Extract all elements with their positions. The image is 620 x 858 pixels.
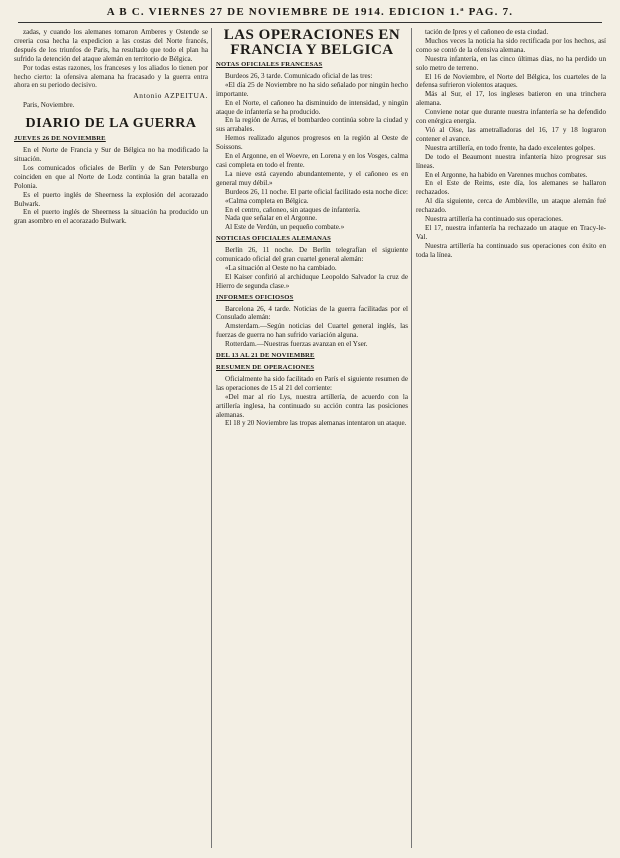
section-title: DIARIO DE LA GUERRA <box>25 116 197 132</box>
section-date: JUEVES 26 DE NOVIEMBRE <box>14 135 106 143</box>
article-paragraph: Oficialmente ha sido facilitado en París el siguiente resumen de las operaciones de 15 al 21 del corriente: <box>216 374 408 392</box>
article-paragraph: En el Norte de Francia y Sur de Bélgica no ha modificado la situación. <box>14 146 208 163</box>
article-paragraph: En la región de Arras, el bombardeo continúa sobre la ciudad y sus arrabales. <box>216 116 408 134</box>
column-rule-1 <box>211 28 212 848</box>
article-paragraph: Más al Sur, el 17, los ingleses batieron en una trinchera alemana. <box>416 90 606 108</box>
article-paragraph: tación de Ipres y el cañoneo de esta ciudad. <box>425 28 549 36</box>
column-3 <box>416 28 606 848</box>
article-paragraph: Hemos realizado algunos progresos en la región al Oeste de Soissons. <box>216 134 408 152</box>
article-paragraph: zadas, y cuando los alemanes tomaron Amberes y Ostende se creeria cosa hecha la expedicion a las costas del Norte francés, después de los triunfos de Paris, ha resultado que todo el plan ha sufrido la detención del ataque alemán en territorio de Bélgica. <box>14 28 208 63</box>
article-paragraph: Nada que señalar en el Argonne. <box>225 214 318 223</box>
article-paragraph: En el Argonne, ha habido en Varennes muchos combates. <box>425 170 588 179</box>
article-paragraph: El 17, nuestra infantería ha rechazado un ataque en Tracy-le-Val. <box>416 223 606 241</box>
column-rule-2 <box>411 28 412 848</box>
article-paragraph: Rotterdam.—Nuestras fuerzas avanzan en el Yser. <box>225 340 368 349</box>
article-paragraph: La nieve está cayendo abundantemente, y el cañoneo es en general muy débil.» <box>216 169 408 187</box>
article-paragraph: En el puerto inglés de Sheerness la situación ha producido un gran asombro en el acorazado Bulwark. <box>14 208 208 226</box>
article-paragraph: En el Argonne, en el Woevre, en Lorena y en los Vosges, calma casi completa en todo el frente. <box>216 152 408 169</box>
article-paragraph: Nuestra artillería ha continuado sus operaciones. <box>425 215 563 224</box>
author-signature: Antonio AZPEITUA. <box>133 91 208 101</box>
article-paragraph: En el Este de Reims, este día, los alemanes se hallaron rechazados. <box>416 179 606 197</box>
headline-line-1: LAS OPERACIONES EN <box>223 28 401 43</box>
subheading: INFORMES OFICIOSOS <box>216 293 294 301</box>
article-paragraph: El 16 de Noviembre, el Norte del Bélgica, los cuarteles de la defensa sufrieron violentos ataques. <box>416 72 606 90</box>
article-paragraph: «El día 25 de Noviembre no ha sido señalado por ningún hecho importante. <box>216 80 408 98</box>
article-paragraph: Muchos veces la noticia ha sido rectificada por los hechos, así como se contó de la ofensiva alemana. <box>416 36 606 54</box>
dateline: Paris, Noviembre. <box>23 101 75 110</box>
headline-line-2: FRANCIA Y BELGICA <box>230 42 394 58</box>
article-paragraph: Amsterdam.—Según noticias del Cuartel general inglés, las fuerzas de guerra no han sufrido variación alguna. <box>216 322 408 340</box>
subheading: DEL 13 AL 21 DE NOVIEMBRE <box>216 352 315 360</box>
article-paragraph: «Del mar al río Lys, nuestra artillería, de acuerdo con la artillería inglesa, ha continuado su acción contra las posiciones alemanas. <box>216 392 408 419</box>
subheading: NOTICIAS OFICIALES ALEMANAS <box>216 235 331 243</box>
column-2 <box>216 28 408 848</box>
article-paragraph: En el centro, cañoneo, sin ataques de infantería. <box>225 205 361 214</box>
subheading: RESUMEN DE OPERACIONES <box>216 364 315 371</box>
header-rule <box>18 22 602 23</box>
article-paragraph: Al día siguiente, cerca de Ambleville, un ataque alemán fué rechazado. <box>416 197 606 215</box>
article-paragraph: Berlín 26, 11 noche. De Berlín telegrafían el siguiente comunicado oficial del gran cuartel general alemán: <box>216 246 408 264</box>
page-header: A B C. VIERNES 27 DE NOVIEMBRE DE 1914. EDICION 1.ª PAG. 7. <box>106 6 514 18</box>
article-paragraph: Nuestra infantería, en las cinco últimas días, no ha perdido un solo metro de terreno. <box>416 54 606 72</box>
article-paragraph: El Kaiser confirió al archiduque Leopoldo Salvador la cruz de Hierro de segunda clase.» <box>216 272 408 290</box>
article-paragraph: Nuestra artillería, en todo frente, ha dado excelentes golpes. <box>425 143 595 152</box>
article-paragraph: De todo el Beaumont nuestra infantería hizo progresar sus líneas. <box>416 152 606 170</box>
column-1 <box>14 28 208 848</box>
article-paragraph: Barcelona 26, 4 tarde. Noticias de la guerra facilitadas por el Consulado alemán: <box>216 304 408 322</box>
article-paragraph: «Calma completa en Bélgica. <box>225 196 309 205</box>
article-paragraph: En el Norte, el cañoneo ha disminuido de intensidad, y ningún ataque de infantería se ha producido. <box>216 98 408 116</box>
article-paragraph: Burdeos 26, 3 tarde. Comunicado oficial de las tres: <box>225 71 373 80</box>
article-paragraph: Por todas estas razones, los franceses y los aliados lo tienen por hecho cierto: la ofensiva alemana ha fracasado y la guerra entra ahora en su periodo decisivo. <box>14 63 208 90</box>
article-paragraph: «La situación al Oeste no ha cambiado. <box>225 263 337 272</box>
article-paragraph: Conviene notar que durante nuestra infantería se ha defendido con enérgica energía. <box>416 108 606 126</box>
article-paragraph: Los comunicados oficiales de Berlín y de San Petersburgo coinciden en que al Norte de Lodz continúa la gran batalla en Polonia. <box>14 163 208 190</box>
article-paragraph: Nuestra artillería ha continuado sus operaciones con éxito en toda la línea. <box>416 241 606 259</box>
article-paragraph: Vió al Oise, las ametralladoras del 16, 17 y 18 lograron contener el avance. <box>416 125 606 143</box>
article-paragraph: Es el puerto inglés de Sheerness la explosión del acorazado Bulwark. <box>14 190 208 208</box>
article-paragraph: El 18 y 20 Noviembre las tropas alemanas intentaron un ataque. <box>225 419 407 428</box>
article-paragraph: Burdeos 26, 11 noche. El parte oficial facilitado esta noche dice: <box>225 187 408 196</box>
article-paragraph: Al Este de Verdún, un pequeño combate.» <box>225 223 345 232</box>
subheading: NOTAS OFICIALES FRANCESAS <box>216 61 323 68</box>
